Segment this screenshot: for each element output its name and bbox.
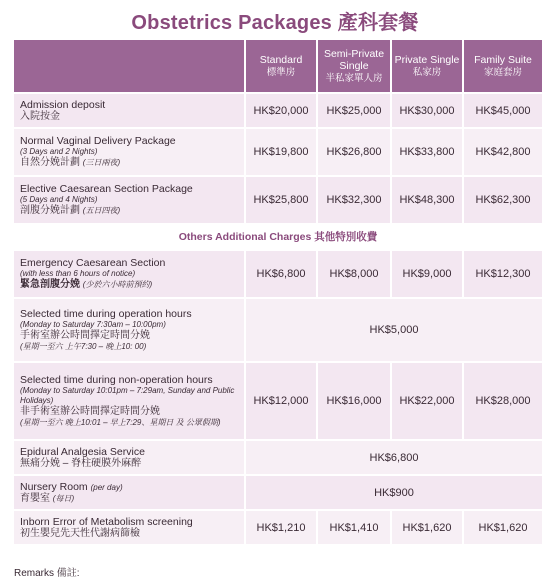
row-note-zh: (星期一至六 上午7:30 – 晚上10: 00) [20, 342, 147, 351]
row-label-en: Elective Caesarean Section Package [20, 183, 193, 195]
col-family-suite-zh: 家庭套房 [483, 66, 522, 78]
col-family-suite-en: Family Suite [474, 53, 532, 66]
price-cell: HK$25,800 [246, 177, 316, 223]
row-note-zh: (每日) [52, 493, 75, 503]
merged-price-cell: HK$5,000 [246, 299, 542, 361]
table-row [14, 441, 542, 474]
table-row [14, 177, 542, 223]
table-row [14, 363, 542, 439]
row-label [14, 251, 244, 297]
price-cell: HK$28,000 [464, 363, 542, 439]
row-note: (3 Days and 2 Nights) [20, 147, 98, 156]
price-cell: HK$22,000 [392, 363, 462, 439]
page-title: Obstetrics Packages 產科套餐 [131, 12, 419, 34]
price-cell: HK$12,300 [464, 251, 542, 297]
col-semi-private-en: Semi-Private Single [323, 47, 385, 72]
row-label-zh: 入院按金 [20, 110, 60, 122]
row-note-zh: (三日兩夜) [82, 158, 121, 167]
price-cell: HK$1,620 [464, 511, 542, 544]
row-label-en: Epidural Analgesia Service [20, 445, 145, 458]
table-row [14, 299, 542, 361]
price-cell: HK$6,800 [246, 251, 316, 297]
merged-price-cell: HK$900 [246, 476, 542, 509]
row-label [14, 94, 244, 127]
remarks-label: Remarks 備註: [14, 568, 80, 579]
table-row [14, 94, 542, 127]
row-label [14, 511, 244, 544]
section-heading: Others Additional Charges 其他特別收費 [14, 225, 542, 249]
price-cell: HK$25,000 [318, 94, 390, 127]
header-blank [14, 40, 244, 92]
row-label-zh: 非手術室辦公時間擇定時間分娩 [20, 406, 160, 417]
row-label-en: Emergency Caesarean Section [20, 257, 166, 269]
col-private-zh: 私家房 [412, 66, 442, 78]
row-label [14, 129, 244, 175]
price-cell: HK$30,000 [392, 94, 462, 127]
row-label-en: Inborn Error of Metabolism screening [20, 515, 193, 528]
row-label [14, 299, 244, 361]
price-cell: HK$19,800 [246, 129, 316, 175]
col-semi-private [318, 40, 390, 92]
row-note: (per day) [90, 482, 123, 492]
row-note-zh: (星期一至六 晚上10:01 – 早上7:29、星期日 及 公眾假期) [20, 418, 221, 427]
price-cell: HK$8,000 [318, 251, 390, 297]
row-label [14, 476, 244, 509]
price-cell: HK$12,000 [246, 363, 316, 439]
price-cell: HK$16,000 [318, 363, 390, 439]
price-cell: HK$33,800 [392, 129, 462, 175]
row-note: (5 Days and 4 Nights) [20, 195, 98, 204]
section-heading-row [14, 225, 542, 249]
col-private [392, 40, 462, 92]
row-label-en: Nursery Room [20, 480, 88, 493]
price-cell: HK$45,000 [464, 94, 542, 127]
col-semi-private-zh: 半私家單人房 [325, 72, 383, 84]
row-note: (with less than 6 hours of notice) [20, 269, 136, 278]
row-note: (Monday to Saturday 10:01pm – 7:29am, Sunday and Public Holidays) [20, 386, 235, 405]
col-standard [246, 40, 316, 92]
row-note-zh: (少於六小時前預約) [82, 280, 153, 289]
col-standard-zh: 標準房 [266, 66, 296, 78]
table-row [14, 511, 542, 544]
row-label-zh: 無痛分娩 – 脊柱硬膜外麻醉 [20, 457, 142, 469]
table-row [14, 129, 542, 175]
price-cell: HK$42,800 [464, 129, 542, 175]
price-cell: HK$1,620 [392, 511, 462, 544]
price-cell: HK$62,300 [464, 177, 542, 223]
price-cell: HK$32,300 [318, 177, 390, 223]
row-label-zh: 手術室辦公時間擇定時間分娩 [20, 330, 150, 341]
price-cell: HK$1,410 [318, 511, 390, 544]
merged-price-cell: HK$6,800 [246, 441, 542, 474]
col-standard-en: Standard [259, 53, 303, 66]
col-private-en: Private Single [394, 53, 460, 66]
row-label [14, 177, 244, 223]
row-note: (Monday to Saturday 7:30am – 10:00pm) [20, 320, 166, 329]
table-row [14, 476, 542, 509]
col-family-suite [464, 40, 542, 92]
row-note-zh: (五日四夜) [82, 206, 121, 215]
price-cell: HK$20,000 [246, 94, 316, 127]
row-label-zh: 緊急剖腹分娩 [20, 279, 80, 290]
row-label-zh: 自然分娩計劃 [20, 157, 80, 168]
row-label [14, 441, 244, 474]
row-label-en: Admission deposit [20, 98, 106, 111]
price-cell: HK$9,000 [392, 251, 462, 297]
price-cell: HK$1,210 [246, 511, 316, 544]
packages-table [12, 38, 544, 546]
row-label-en: Selected time during non-operation hours [20, 374, 213, 386]
table-row [14, 251, 542, 297]
row-label-zh: 初生嬰兒先天性代謝病篩檢 [20, 527, 140, 539]
row-label-en: Normal Vaginal Delivery Package [20, 135, 176, 147]
price-cell: HK$48,300 [392, 177, 462, 223]
row-label-zh: 育嬰室 [20, 492, 50, 504]
row-label-zh: 剖腹分娩計劃 [20, 205, 80, 216]
row-label [14, 363, 244, 439]
price-cell: HK$26,800 [318, 129, 390, 175]
row-label-en: Selected time during operation hours [20, 308, 192, 320]
